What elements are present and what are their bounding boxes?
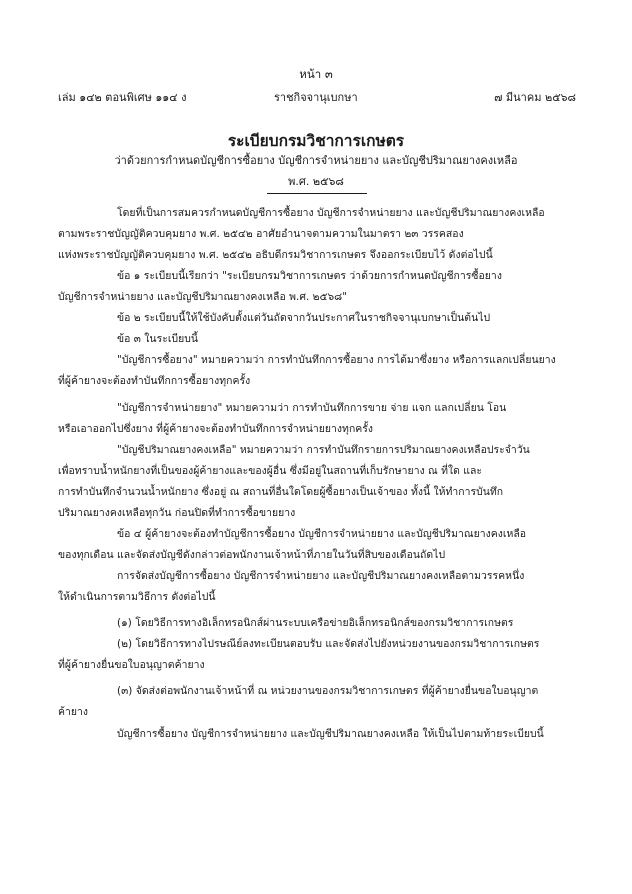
- definition-stock-line-3: การทำบันทึกจำนวนน้ำหนักยาง ซึ่งอยู่ ณ สถานที่อื่นใดโดยผู้ซื้อยางเป็นเจ้าของ ทั้งนี้ ให้ทำการบันทึก: [58, 486, 504, 498]
- volume-issue: เล่ม ๑๔๒ ตอนพิเศษ ๑๑๔ ง: [58, 91, 187, 104]
- clause-1-line-2: บัญชีการจำหน่ายยาง และบัญชีปริมาณยางคงเหลือ พ.ศ. ๒๕๖๘": [58, 291, 348, 303]
- annex-line: บัญชีการซื้อยาง บัญชีการจำหน่ายยาง และบัญชีปริมาณยางคงเหลือ ให้เป็นไปตามท้ายระเบียบนี้: [117, 728, 544, 740]
- preamble-line-1: โดยที่เป็นการสมควรกำหนดบัญชีการซื้อยาง บัญชีการจำหน่ายยาง และบัญชีปริมาณยางคงเหลือ: [117, 207, 545, 219]
- regulation-subtitle: ว่าด้วยการกำหนดบัญชีการซื้อยาง บัญชีการจำหน่ายยาง และบัญชีปริมาณยางคงเหลือ: [114, 154, 518, 167]
- method-1-line: (๑) โดยวิธีการทางอิเล็กทรอนิกส์ผ่านระบบเครือข่ายอิเล็กทรอนิกส์ของกรมวิชาการเกษตร: [117, 617, 514, 629]
- clause-4-para-2-line-1: การจัดส่งบัญชีการซื้อยาง บัญชีการจำหน่ายยาง และบัญชีปริมาณยางคงเหลือตามวรรคหนึ่ง: [117, 570, 525, 582]
- definition-purchase-line-1: "บัญชีการซื้อยาง" หมายความว่า การทำบันทึกการซื้อยาง การได้มาซึ่งยาง หรือการแลกเปลี่ยนยาง: [117, 354, 556, 366]
- method-3-line-2: ค้ายาง: [58, 706, 89, 718]
- gazette-name: ราชกิจจานุเบกษา: [274, 91, 358, 104]
- clause-4-para-2-line-2: ให้ดำเนินการตามวิธีการ ดังต่อไปนี้: [58, 591, 216, 603]
- clause-3-line: ข้อ ๓ ในระเบียบนี้: [117, 333, 199, 345]
- method-2-line-2: ที่ผู้ค้ายางยื่นขอใบอนุญาตค้ายาง: [58, 659, 205, 671]
- title-divider: [267, 193, 367, 194]
- definition-stock-line-4: ปริมาณยางคงเหลือทุกวัน ก่อนปิดที่ทำการซื้อขายยาง: [58, 507, 296, 519]
- gazette-header: [58, 88, 576, 104]
- regulation-title: ระเบียบกรมวิชาการเกษตร: [227, 132, 405, 150]
- definition-stock-line-2: เพื่อทราบน้ำหนักยางที่เป็นของผู้ค้ายางและของผู้อื่น ซึ่งมีอยู่ในสถานที่เก็บรักษายาง ณ ที่ใด และ: [58, 465, 483, 477]
- preamble-line-2: ตามพระราชบัญญัติควบคุมยาง พ.ศ. ๒๕๔๒ อาศัยอำนาจตามความในมาตรา ๒๓ วรรคสอง: [58, 228, 464, 240]
- definition-purchase-line-2: ที่ผู้ค้ายางจะต้องทำบันทึกการซื้อยางทุกครั้ง: [58, 375, 251, 387]
- regulation-year: พ.ศ. ๒๕๖๘: [288, 175, 344, 188]
- method-3-line-1: (๓) จัดส่งต่อพนักงานเจ้าหน้าที่ ณ หน่วยงานของกรมวิชาการเกษตร ที่ผู้ค้ายางยื่นขอใบอนุญาต: [117, 685, 539, 697]
- clause-1-line-1: ข้อ ๑ ระเบียบนี้เรียกว่า "ระเบียบกรมวิชาการเกษตร ว่าด้วยการกำหนดบัญชีการซื้อยาง: [117, 270, 502, 282]
- method-2-line-1: (๒) โดยวิธีการทางไปรษณีย์ลงทะเบียนตอบรับ และจัดส่งไปยังหน่วยงานของกรมวิชาการเกษตร: [117, 638, 540, 650]
- definition-sale-line-1: "บัญชีการจำหน่ายยาง" หมายความว่า การทำบันทึกการขาย จ่าย แจก แลกเปลี่ยน โอน: [117, 402, 507, 414]
- clause-2-line: ข้อ ๒ ระเบียบนี้ให้ใช้บังคับตั้งแต่วันถัดจากวันประกาศในราชกิจจานุเบกษาเป็นต้นไป: [117, 312, 491, 324]
- preamble-line-3: แห่งพระราชบัญญัติควบคุมยาง พ.ศ. ๒๕๔๒ อธิบดีกรมวิชาการเกษตร จึงออกระเบียบไว้ ดังต่อไปนี้: [58, 249, 493, 261]
- clause-4-line-1: ข้อ ๔ ผู้ค้ายางจะต้องทำบัญชีการซื้อยาง บัญชีการจำหน่ายยาง และบัญชีปริมาณยางคงเหลือ: [117, 528, 527, 540]
- publication-date: ๗ มีนาคม ๒๕๖๘: [494, 91, 576, 104]
- definition-stock-line-1: "บัญชีปริมาณยางคงเหลือ" หมายความว่า การทำบันทึกรายการปริมาณยางคงเหลือประจำวัน: [117, 444, 530, 456]
- definition-sale-line-2: หรือเอาออกไปซึ่งยาง ที่ผู้ค้ายางจะต้องทำบันทึกการจำหน่ายยางทุกครั้ง: [58, 423, 374, 435]
- clause-4-line-2: ของทุกเดือน และจัดส่งบัญชีดังกล่าวต่อพนักงานเจ้าหน้าที่ภายในวันที่สิบของเดือนถัดไป: [58, 549, 446, 561]
- page-number: หน้า ๓: [299, 67, 333, 81]
